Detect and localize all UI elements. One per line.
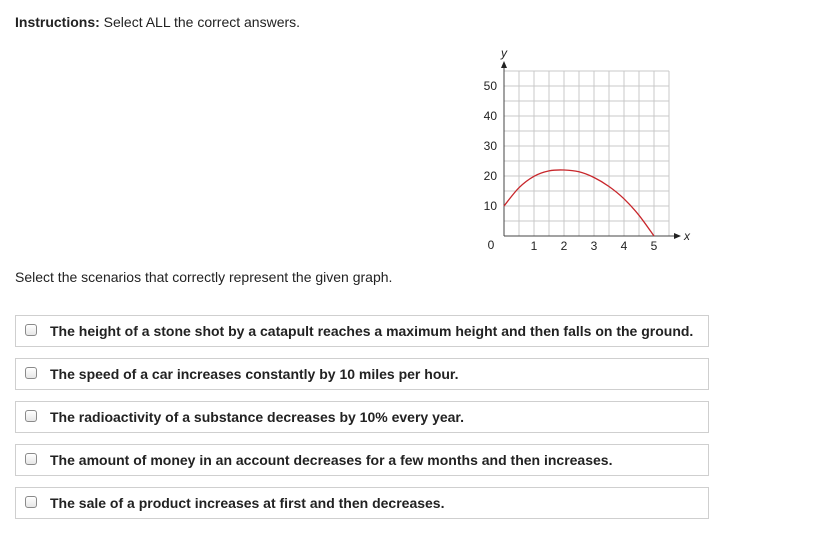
checkbox-icon[interactable] <box>25 410 37 422</box>
answer-option-5[interactable] <box>15 487 709 519</box>
graph-svg <box>470 40 700 260</box>
answer-option-label: The amount of money in an account decreases for a few months and then increases. <box>50 452 613 468</box>
y-tick-label: 40 <box>483 109 497 123</box>
instructions <box>15 13 300 31</box>
instructions-label: Instructions: <box>15 14 100 30</box>
answer-option-4[interactable] <box>15 444 709 476</box>
y-axis-label: y <box>501 46 507 60</box>
x-tick-label: 1 <box>530 239 538 253</box>
x-tick-label: 2 <box>560 239 568 253</box>
x-tick-label: 4 <box>620 239 628 253</box>
answer-option-3[interactable] <box>15 401 709 433</box>
answer-option-label: The radioactivity of a substance decreases by 10% every year. <box>50 409 464 425</box>
y-tick-label: 20 <box>483 169 497 183</box>
x-tick-label: 3 <box>590 239 598 253</box>
y-tick-label: 30 <box>483 139 497 153</box>
graph <box>470 40 700 265</box>
answer-option-2[interactable] <box>15 358 709 390</box>
checkbox-icon[interactable] <box>25 367 37 379</box>
x-tick-label: 5 <box>650 239 658 253</box>
origin-label: 0 <box>487 238 495 252</box>
graph-tick-labels <box>484 46 691 253</box>
y-tick-label: 10 <box>483 199 497 213</box>
checkbox-icon[interactable] <box>25 453 37 465</box>
answer-option-label: The speed of a car increases constantly by 10 miles per hour. <box>50 366 459 382</box>
checkbox-icon[interactable] <box>25 324 37 336</box>
answer-option-label: The sale of a product increases at first and then decreases. <box>50 495 445 511</box>
x-axis-arrow-icon <box>674 233 681 239</box>
x-axis-label: x <box>684 229 690 243</box>
instructions-text: Select ALL the correct answers. <box>99 14 301 30</box>
checkbox-icon[interactable] <box>25 496 37 508</box>
question-prompt: Select the scenarios that correctly represent the given graph. <box>15 269 393 285</box>
graph-grid <box>504 71 669 236</box>
y-tick-label: 50 <box>483 79 497 93</box>
y-axis-arrow-icon <box>501 61 507 68</box>
answer-option-label: The height of a stone shot by a catapult reaches a maximum height and then falls on the ground. <box>50 323 694 339</box>
answer-option-1[interactable] <box>15 315 709 347</box>
